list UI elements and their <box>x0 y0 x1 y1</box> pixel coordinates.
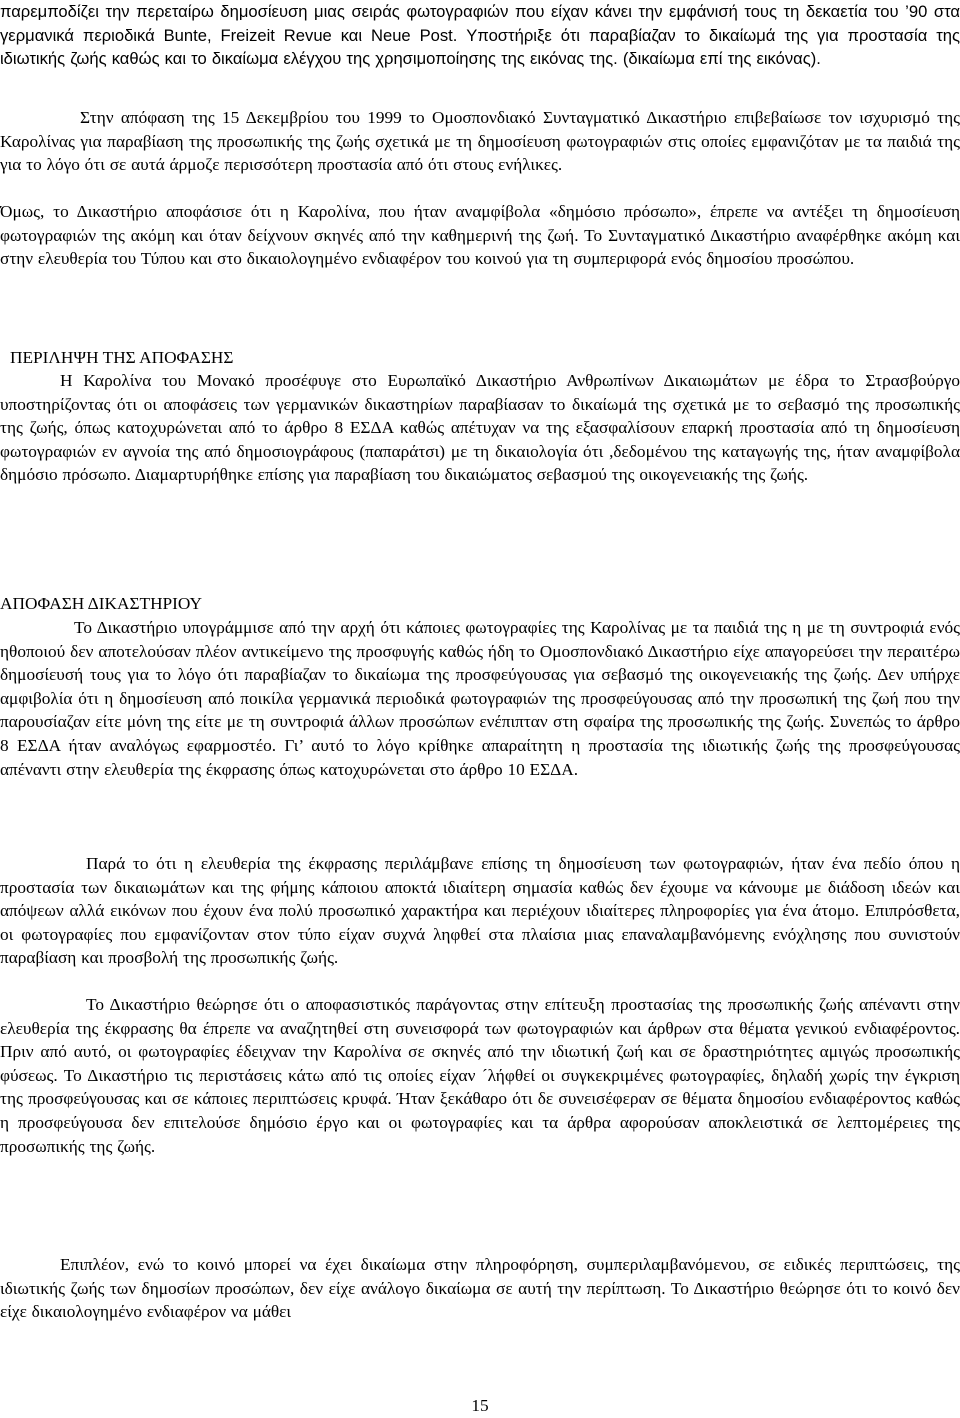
court-paragraph-4: Επιπλέον, ενώ το κοινό μπορεί να έχει δικαίωμα στην πληροφόρηση, συμπεριλαμβανόμενου, σε ειδικές περιπτώσεις, της ιδιωτικής ζωής των δημοσίων προσώπων, δεν είχε ανάλογο δικαίωμα σε αυτή την περίπτωση. Το Δικαστήριο θεώρησε ότι το κοινό δεν είχε δικαιολογημένο ενδιαφέρον να μάθει <box>0 1255 960 1322</box>
court-decision-heading: ΑΠΟΦΑΣΗ ΔΙΚΑΣΤΗΡΙΟΥ <box>0 594 203 613</box>
court-paragraph-1: Το Δικαστήριο υπογράμμισε από την αρχή ότι κάποιες φωτογραφίες της Καρολίνας με τα παιδιά της η με τη συντροφιά ενός ηθοποιού δεν αποτελούσαν πλέον αντικείμενο της προσφυγής καθώς ήδη το Ομοσπονδιακό Δικαστήριο είχε απαγορεύσει την περαιτέρω δημοσίευσή τους για το λόγο ότι παραβίαζαν το δικαίωμα της προσφεύγουσας για σεβασμό της οικογενειακής της ζωής. Δεν υπήρχε αμφιβολία ότι η δημοσίευση από ποικίλα γερμανικά περιοδικά φωτογραφιών της προσφεύγουσας από την προσωπική της ζωή που την παρουσίαζαν είτε μόνη της είτε με τη συντροφιά άλλων προσώπων ενέπιπταν στη σφαίρα της προσωπικής της ζωής. Συνεπώς το άρθρο 8 ΕΣΔΑ ήταν αναλόγως εφαρμοστέο. Γι’ αυτό το λόγο κρίθηκε απαραίτητη η προστασία της ιδιωτικής ζωής της προσφεύγουσας απέναντι στην ελευθερία της έκφρασης όπως κατοχυρώνεται στο άρθρο 10 ΕΣΔΑ. <box>0 618 960 779</box>
court-paragraph-3: Το Δικαστήριο θεώρησε ότι ο αποφασιστικός παράγοντας στην επίτευξη προστασίας της προσωπικής ζωής απέναντι στην ελευθερία της έκφρασης θα έπρεπε να αναζητηθεί στη συνεισφορά των φωτογραφιών και άρθρων στα θέματα γενικού ενδιαφέροντος. Πριν από αυτό, οι φωτογραφίες έδειχναν την Καρολίνα σε σκηνές από την ιδιωτική ζωή και σε δραστηριότητες αμιγώς προσωπικής φύσεως. Το Δικαστήριο τις περιστάσεις κάτω από τις οποίες είχαν ´λήφθεί οι συγκεκριμένες φωτογραφίες, δηλαδή χωρίς την έγκριση της προσφεύγουσας και σε κάποιες περιπτώσεις κρυφά. Ήταν ξεκάθαρο ότι δε συνεισέφεραν σε θέματα δημοσίου ενδιαφέροντος καθώς η προσφεύγουσα δεν επιτελούσε δημόσιο έργο και οι φωτογραφίες και τα άρθρα αφορούσαν αποκλειστικά σε λεπτομέρειες της προσωπικής της ζωής. <box>0 995 960 1156</box>
intro-paragraph: παρεμποδίζει την περεταίρω δημοσίευση μιας σειράς φωτογραφιών που είχαν κάνει την εμφάνισή τους τη δεκαετία του ’90 στα γερμανικά περιοδικά Bunte, Freizeit Revue και Neue Post. Υποστήριξε ότι παραβίαζαν το δικαίωμά της για προστασία της ιδιωτικής ζωής καθώς και το δικαίωμα ελέγχου της χρησιμοποίησης της εικόνας της. (δικαίωμα επί της εικόνας). <box>0 2 960 69</box>
summary-paragraph: Η Καρολίνα του Μονακό προσέφυγε στο Ευρωπαϊκό Δικαστήριο Ανθρωπίνων Δικαιωμάτων με έδρα το Στρασβούργο υποστηρίζοντας ότι οι αποφάσεις των γερμανικών δικαστηρίων παραβίασαν το δικαίωμά της σχετικά με το σεβασμό της προσωπικής της ζωής, όπως κατοχυρώνεται από το άρθρο 8 ΕΣΔΑ καθώς απέτυχαν να της εξασφαλίσουν επαρκή προστασία από τη δημοσίευση φωτογραφιών εν αγνοία της από δημοσιογράφους (παπαράτσι) με τη δικαιολογία ότι ,δεδομένου της καταγωγής της, ήταν αναμφίβολα δημόσιο πρόσωπο. Διαμαρτυρήθηκε επίσης για παραβίαση του δικαιώματος σεβασμού της οικογενειακής της ζωής. <box>0 371 960 485</box>
decision-1999-paragraph: Στην απόφαση της 15 Δεκεμβρίου του 1999 το Ομοσπονδιακό Συνταγματικό Δικαστήριο επιβεβαίωσε τον ισχυρισμό της Καρολίνας για παραβίαση της προσωπικής της ζωής σχετικά με τη δημοσίευση φωτογραφιών στις οποίες εμφανιζόταν με τα παιδιά της για το λόγο ότι σε αυτά άρμοζε περισσότερη προστασία από ότι στους ενήλικες. <box>0 108 960 175</box>
page-number: 15 <box>471 1396 489 1415</box>
court-paragraph-2: Παρά το ότι η ελευθερία της έκφρασης περιλάμβανε επίσης τη δημοσίευση των φωτογραφιών, ήταν ένα πεδίο όπου η προστασία των δικαιωμάτων και της φήμης κάποιου αποκτά ιδιαίτερη σημασία καθώς δεν έχουμε να κάνουμε με διάδοση ιδεών και απόψεων αλλά εικόνων που έχουν ένα πολύ προσωπικό χαρακτήρα και περιέχουν ιδιαίτερες πληροφορίες για ένα άτομο. Επιπρόσθετα, οι φωτογραφίες που εμφανίζονταν στον τύπο είχαν συχνά ληφθεί στα πλαίσια μιας επαναλαμβανόμενης ενόχλησης που συνιστούν παραβίαση και προσβολή της προσωπικής ζωής. <box>0 854 960 968</box>
summary-heading: ΠΕΡΙΛΗΨΗ ΤΗΣ ΑΠΟΦΑΣΗΣ <box>10 348 234 367</box>
public-figure-paragraph: Όμως, το Δικαστήριο αποφάσισε ότι η Καρολίνα, που ήταν αναμφίβολα «δημόσιο πρόσωπο», έπρεπε να αντέξει τη δημοσίευση φωτογραφιών της ακόμη και όταν δείχνουν σκηνές από την καθημερινή της ζωή. Το Συνταγματικό Δικαστήριο αναφέρθηκε ακόμη και στην ελευθερία του Τύπου και στο δικαιολογημένο ενδιαφέρον του κοινού για τη συμπεριφορά ενός δημοσίου προσώπου. <box>0 202 960 269</box>
